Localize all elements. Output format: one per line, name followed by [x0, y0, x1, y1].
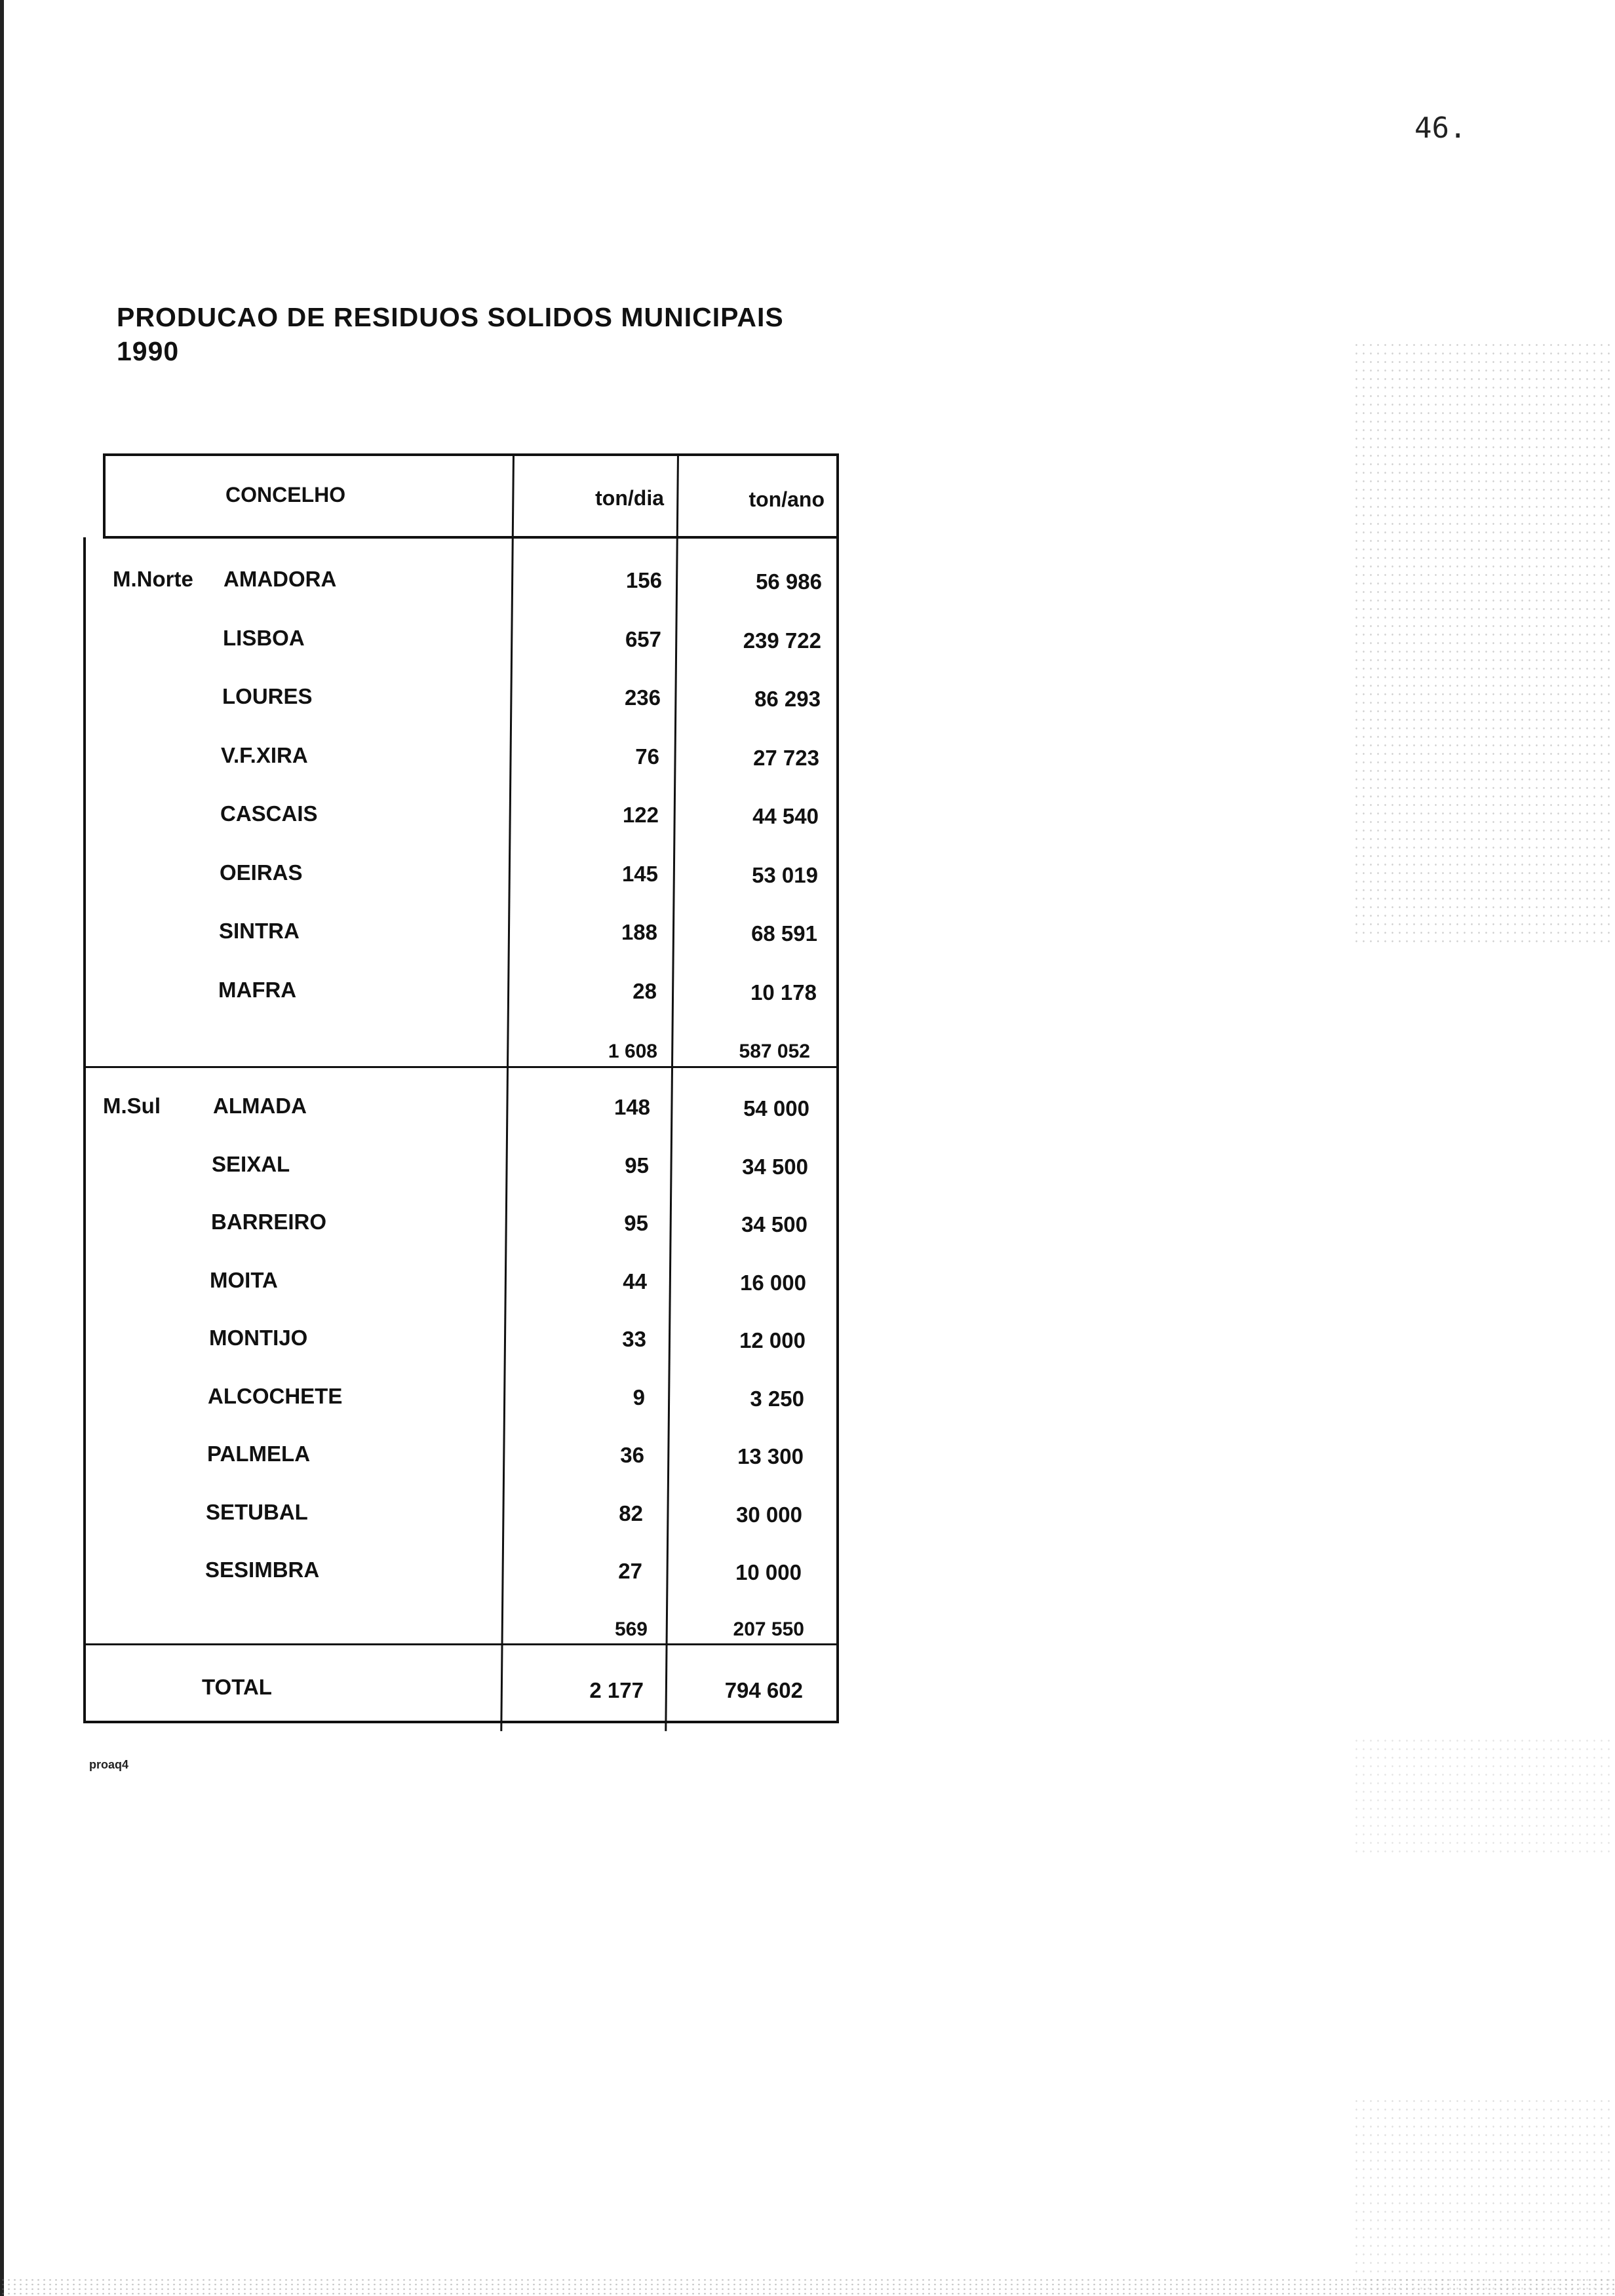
scan-noise-bottom [0, 2278, 1615, 2296]
document-title [117, 300, 784, 368]
ton-ano-value: 3 250 [750, 1386, 804, 1411]
total-section-rule [83, 1643, 839, 1645]
subtotal-north-dia: 1 608 [608, 1041, 657, 1062]
ton-dia-value: 148 [613, 1095, 650, 1119]
concelho-name: MAFRA [218, 977, 297, 1002]
scan-noise [1353, 1736, 1615, 1854]
concelho-name: CASCAIS [220, 801, 318, 826]
subtotal-south-ano: 207 550 [733, 1618, 804, 1640]
ton-ano-value: 68 591 [751, 921, 817, 946]
ton-ano-value: 30 000 [736, 1502, 802, 1527]
concelho-name: MONTIJO [209, 1326, 308, 1350]
ton-dia-value: 145 [621, 861, 658, 886]
ton-ano-value: 12 000 [739, 1328, 806, 1352]
header-ton-dia: ton/dia [595, 486, 664, 510]
scan-noise [1353, 341, 1615, 944]
ton-dia-value: 95 [625, 1153, 649, 1177]
title-line-2: 1990 [117, 336, 180, 366]
page-number: 46. [1414, 111, 1467, 145]
title-line-1: PRODUCAO DE RESIDUOS SOLIDOS MUNICIPAIS [117, 302, 784, 332]
ton-dia-value: 95 [624, 1211, 648, 1235]
ton-ano-value: 239 722 [743, 628, 821, 653]
ton-ano-value: 34 500 [742, 1154, 808, 1179]
header-ton-ano: ton/ano [749, 488, 825, 511]
region-label-north: M.Norte [113, 567, 193, 591]
concelho-name: SINTRA [219, 919, 300, 943]
ton-ano-value: 53 019 [752, 862, 818, 887]
ton-dia-value: 76 [635, 744, 659, 769]
concelho-name: MOITA [210, 1267, 278, 1292]
ton-ano-value: 86 293 [754, 687, 821, 711]
north-section-rule [83, 1066, 839, 1068]
concelho-name: SEIXAL [212, 1151, 290, 1176]
ton-ano-value: 56 986 [756, 569, 822, 594]
ton-ano-value: 10 178 [750, 980, 817, 1004]
concelho-name: V.F.XIRA [221, 742, 308, 767]
scan-noise [1353, 2097, 1615, 2293]
ton-dia-value: 36 [620, 1443, 644, 1467]
concelho-name: LISBOA [223, 625, 305, 650]
ton-ano-value: 34 500 [741, 1212, 808, 1236]
ton-dia-value: 82 [619, 1501, 643, 1525]
concelho-name: ALCOCHETE [208, 1383, 343, 1408]
page-left-edge [0, 0, 4, 2296]
ton-ano-value: 54 000 [743, 1096, 809, 1120]
total-ton-ano: 794 602 [724, 1678, 803, 1702]
ton-ano-value: 44 540 [752, 804, 819, 828]
ton-dia-value: 28 [632, 978, 657, 1003]
ton-ano-value: 10 000 [735, 1560, 802, 1584]
footer-code: proaq4 [89, 1758, 129, 1771]
concelho-name: LOURES [222, 684, 313, 708]
region-label-south: M.Sul [103, 1094, 161, 1118]
ton-ano-value: 27 723 [753, 745, 819, 770]
concelho-name: ALMADA [213, 1094, 307, 1118]
subtotal-north-ano: 587 052 [739, 1041, 810, 1062]
total-label: TOTAL [202, 1675, 272, 1699]
ton-ano-value: 13 300 [737, 1444, 804, 1468]
header-bottom-rule [103, 536, 839, 538]
concelho-name: BARREIRO [211, 1210, 327, 1234]
ton-dia-value: 33 [622, 1327, 646, 1351]
table-body-frame [83, 537, 839, 1723]
ton-dia-value: 188 [621, 920, 657, 944]
subtotal-south-dia: 569 [614, 1618, 648, 1640]
ton-ano-value: 16 000 [740, 1270, 806, 1295]
ton-dia-value: 657 [625, 626, 661, 651]
concelho-name: OEIRAS [220, 860, 303, 885]
ton-dia-value: 156 [625, 568, 662, 592]
ton-dia-value: 9 [632, 1385, 645, 1409]
ton-dia-value: 27 [618, 1559, 642, 1583]
ton-dia-value: 122 [622, 803, 659, 827]
concelho-name: SETUBAL [206, 1499, 308, 1524]
concelho-name: SESIMBRA [205, 1558, 320, 1582]
concelho-name: AMADORA [224, 567, 337, 591]
ton-dia-value: 236 [624, 685, 661, 710]
total-ton-dia: 2 177 [589, 1678, 644, 1702]
concelho-name: PALMELA [207, 1442, 311, 1466]
ton-dia-value: 44 [623, 1269, 647, 1293]
header-concelho: CONCELHO [225, 483, 346, 507]
